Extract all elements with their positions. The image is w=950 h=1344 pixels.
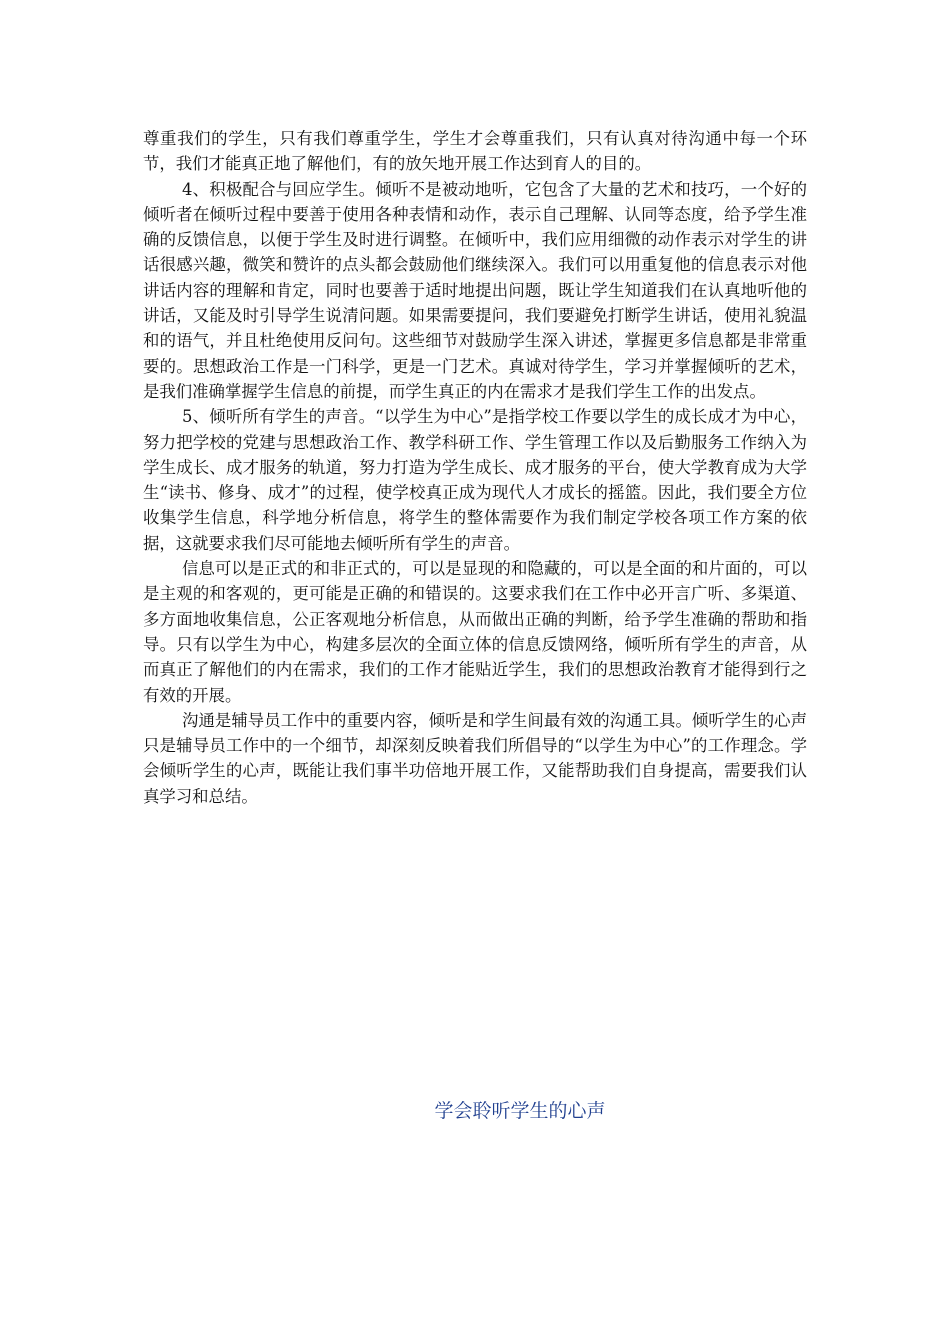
footer-heading bbox=[0, 1098, 950, 1124]
paragraph-point-4: 4、积极配合与回应学生。倾听不是被动地听，它包含了大量的艺术和技巧，一个好的倾听者在倾听过程中要善于使用各种表情和动作，表示自己理解、认同等态度，给予学生准确的反馈信息，以便于学生及时进行调整。在倾听中，我们应用细微的动作表示对学生的讲话很感兴趣，微笑和赞许的点头都会鼓励他们继续深入。我们可以用重复他的信息表示对他讲话内容的理解和肯定，同时也要善于适时地提出问题，既让学生知道我们在认真地听他的讲话，又能及时引导学生说清问题。如果需要提问，我们要避免打断学生讲话，使用礼貌温和的语气，并且杜绝使用反问句。这些细节对鼓励学生深入讲述，掌握更多信息都是非常重要的。思想政治工作是一门科学，更是一门艺术。真诚对待学生，学习并掌握倾听的艺术，是我们准确掌握学生信息的前提，而学生真正的内在需求才是我们学生工作的出发点。 bbox=[143, 179, 807, 401]
paragraph-information: 信息可以是正式的和非正式的，可以是显现的和隐藏的，可以是全面的和片面的，可以是主观的和客观的，更可能是正确的和错误的。这要求我们在工作中必开言广听、多渠道、多方面地收集信息，公正客观地分析信息，从而做出正确的判断，给予学生准确的帮助和指导。只有以学生为中心，构建多层次的全面立体的信息反馈网络，倾听所有学生的声音，从而真正了解他们的内在需求，我们的工作才能贴近学生，我们的思想政治教育才能得到行之有效的开展。 bbox=[143, 559, 807, 705]
document-body bbox=[143, 126, 807, 809]
footer-heading-text: 学会聆听学生的心声 bbox=[434, 1100, 606, 1122]
paragraph-point-5: 5、倾听所有学生的声音。“以学生为中心”是指学校工作要以学生的成长成才为中心，努力把学校的党建与思想政治工作、教学科研工作、学生管理工作以及后勤服务工作纳入为学生成长、成才服务的轨道，努力打造为学生成长、成才服务的平台，使大学教育成为大学生“读书、修身、成才”的过程，使学校真正成为现代人才成长的摇篮。因此，我们要全方位收集学生信息，科学地分析信息，将学生的整体需要作为我们制定学校各项工作方案的依据，这就要求我们尽可能地去倾听所有学生的声音。 bbox=[143, 407, 807, 553]
paragraph-continuation: 尊重我们的学生，只有我们尊重学生，学生才会尊重我们，只有认真对待沟通中每一个环节，我们才能真正地了解他们，有的放矢地开展工作达到育人的目的。 bbox=[143, 129, 807, 174]
paragraph-conclusion: 沟通是辅导员工作中的重要内容，倾听是和学生间最有效的沟通工具。倾听学生的心声只是辅导员工作中的一个细节，却深刻反映着我们所倡导的“以学生为中心”的工作理念。学会倾听学生的心声，既能让我们事半功倍地开展工作，又能帮助我们自身提高，需要我们认真学习和总结。 bbox=[143, 710, 807, 806]
